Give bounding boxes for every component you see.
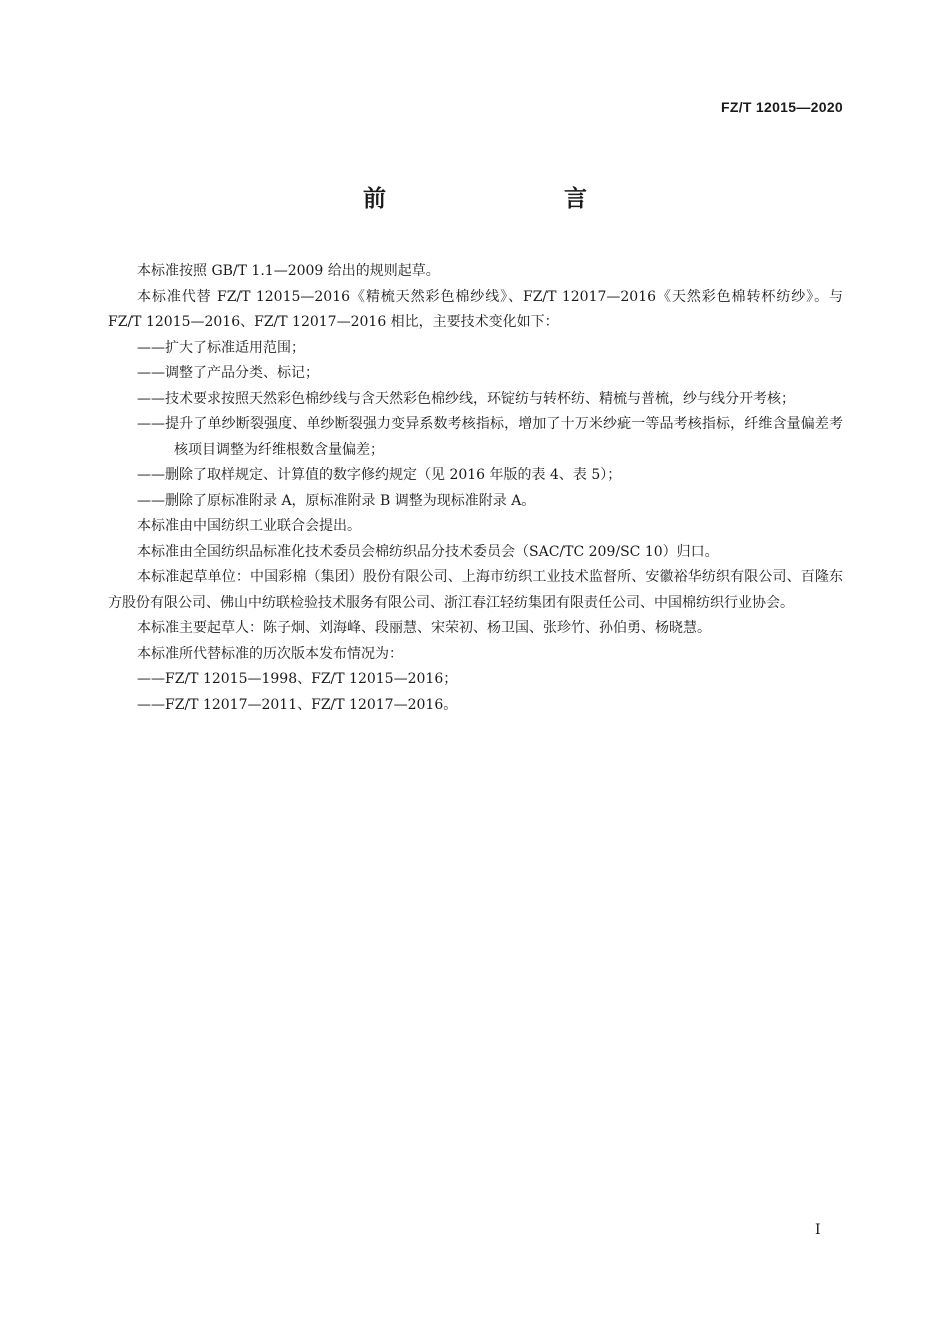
paragraph-drafters: 本标准主要起草人：陈子炯、刘海峰、段丽慧、宋荣初、杨卫国、张珍竹、孙伯勇、杨晓慧。	[137, 620, 711, 636]
list-item-change: ——提升了单纱断裂强度、单纱断裂强力变异系数考核指标，增加了十万米纱疵一等品考核指标，纤维含量偏差考核项目调整为纤维根数含量偏差；	[137, 416, 843, 458]
paragraph-proposer: 本标准由中国纺织工业联合会提出。	[137, 518, 361, 534]
list-item-change: ——删除了取样规定、计算值的数字修约规定（见 2016 年版的表 4、表 5）；	[137, 467, 622, 483]
paragraph-replacement: 本标准代替 FZ/T 12015—2016《精梳天然彩色棉纱线》、FZ/T 12017—2016《天然彩色棉转杯纺纱》。与 FZ/T 12015—2016、FZ/T 12017—2016 相比，主要技术变化如下：	[108, 288, 843, 330]
page-title: 前 言	[363, 186, 631, 212]
list-item-history: ——FZ/T 12017—2011、FZ/T 12017—2016。	[137, 696, 458, 713]
list-item-change: ——调整了产品分类、标记；	[137, 365, 319, 381]
list-item-history: ——FZ/T 12015—1998、FZ/T 12015—2016；	[137, 671, 458, 687]
paragraph-history-intro: 本标准所代替标准的历次版本发布情况为：	[137, 645, 403, 662]
paragraph-drafting-rules: 本标准按照 GB/T 1.1—2009 给出的规则起草。	[137, 263, 440, 279]
list-item-change: ——删除了原标准附录 A，原标准附录 B 调整为现标准附录 A。	[137, 492, 536, 509]
paragraph-technical-committee: 本标准由全国纺织品标准化技术委员会棉纺织品分技术委员会（SAC/TC 209/SC 10）归口。	[137, 543, 719, 560]
paragraph-drafting-units: 本标准起草单位：中国彩棉（集团）股份有限公司、上海市纺织工业技术监督所、安徽裕华纺织有限公司、百隆东方股份有限公司、佛山中纺联检验技术服务有限公司、浙江春江轻纺集团有限责任公司、中国棉纺织行业协会。	[108, 569, 843, 611]
list-item-change: ——技术要求按照天然彩色棉纱线与含天然彩色棉纱线，环锭纺与转杯纺、精梳与普梳，纱与线分开考核；	[137, 390, 795, 407]
foreword-body	[108, 259, 843, 718]
page-number: I	[815, 1222, 821, 1238]
list-item-change: ——扩大了标准适用范围；	[137, 339, 305, 356]
standard-code: FZ/T 12015—2020	[720, 99, 843, 115]
